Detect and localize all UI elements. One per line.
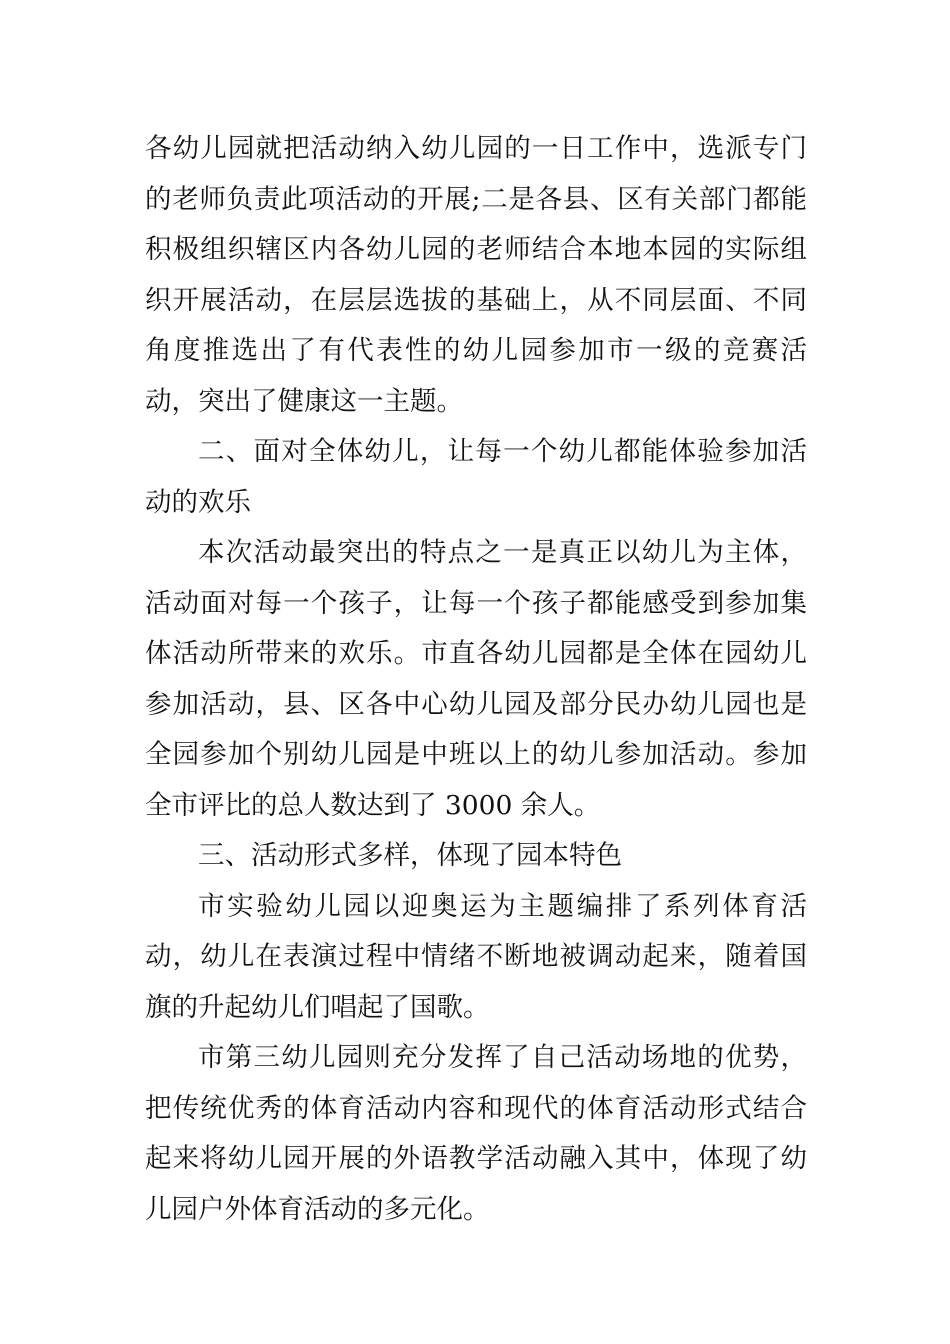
section-heading-2: 二、面对全体幼儿，让每一个幼儿都能体验参加活动的欢乐 — [145, 436, 807, 518]
section-heading-3: 三、活动形式多样，体现了园本特色 — [198, 840, 622, 871]
document-body — [145, 124, 807, 1235]
paragraph-continuation: 各幼儿园就把活动纳入幼儿园的一日工作中，选派专门的老师负责此项活动的开展;二是各县、区有关部门都能积极组织辖区内各幼儿园的老师结合本地本园的实际组织开展活动，在层层选拔的基础上，从不同层面、不同角度推选出了有代表性的幼儿园参加市一级的竞赛活动，突出了健康这一主题。 — [145, 133, 807, 417]
paragraph-third-kindergarten: 市第三幼儿园则充分发挥了自己活动场地的优势，把传统优秀的体育活动内容和现代的体育活动形式结合起来将幼儿园开展的外语教学活动融入其中，体现了幼儿园户外体育活动的多元化。 — [145, 1042, 807, 1225]
paragraph-experimental-kindergarten: 市实验幼儿园以迎奥运为主题编排了系列体育活动，幼儿在表演过程中情绪不断地被调动起来，随着国旗的升起幼儿们唱起了国歌。 — [145, 890, 807, 1023]
paragraph-participation: 本次活动最突出的特点之一是真正以幼儿为主体，活动面对每一个孩子，让每一个孩子都能感受到参加集体活动所带来的欢乐。市直各幼儿园都是全体在园幼儿参加活动，县、区各中心幼儿园及部分民办幼儿园也是全园参加个别幼儿园是中班以上的幼儿参加活动。参加全市评比的总人数达到了 3000 余人。 — [145, 537, 807, 821]
